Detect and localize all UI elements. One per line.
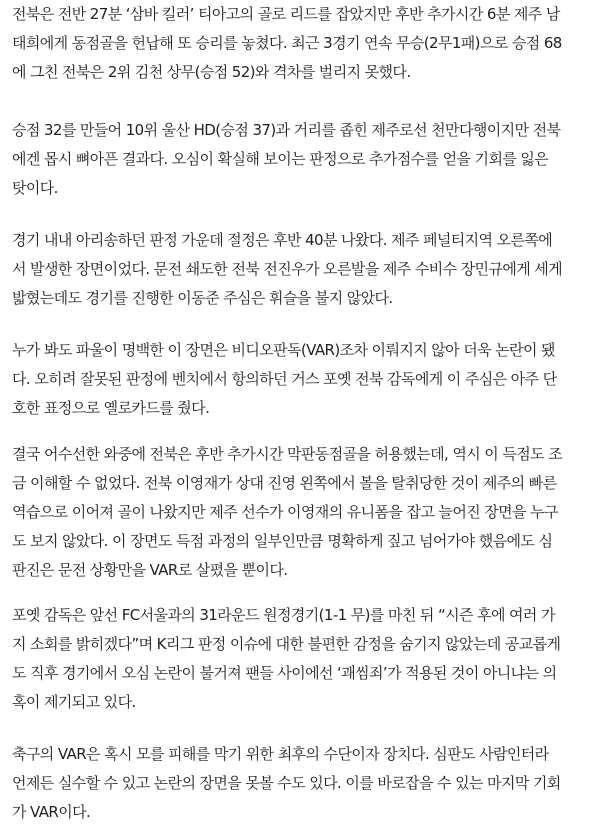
text-line: 축구의 VAR은 혹시 모를 피해를 막기 위한 최후의 수단이자 장치다. 심판도 사람인터라: [12, 745, 549, 763]
text-line: 밟혔는데도 경기를 진행한 이동준 주심은 휘슬을 불지 않았다.: [12, 289, 393, 307]
paragraph-7: [12, 740, 592, 827]
text-line: 전북은 전반 27분 ‘삼바 킬러’ 티아고의 골로 리드를 잡았지만 후반 추가시간 6분 제주 남: [12, 5, 560, 23]
text-line: 에겐 몹시 뼈아픈 결과다. 오심이 확실해 보이는 판정으로 추가점수를 얻을 기회를 잃은: [12, 150, 549, 168]
text-line: 도 직후 경기에서 오심 논란이 불거져 팬들 사이에선 ‘괘씸죄’가 적용된 것이 아니냐는 의: [12, 664, 557, 682]
text-line: 누가 봐도 파울이 명백한 이 장면은 비디오판독(VAR)조차 이뤄지지 않아 더욱 논란이 됐: [12, 341, 555, 359]
text-line: 가 VAR이다.: [12, 803, 91, 821]
text-line: 금 이해할 수 없었다. 전북 이영재가 상대 진영 왼쪽에서 볼을 탈취당한 것이 제주의 빠른: [12, 474, 557, 492]
text-line: 호한 표정으로 옐로카드를 줬다.: [12, 399, 210, 417]
paragraph-4: [12, 336, 592, 423]
text-line: 지 소회를 밝히겠다”며 K리그 판정 이슈에 대한 불편한 감정을 숨기지 않았는데 공교롭게: [12, 635, 561, 653]
text-line: 도 보지 않았다. 이 장면도 득점 과정의 일부인만큼 명확하게 짚고 넘어가야 했음에도 심: [12, 532, 553, 550]
text-line: 역습으로 이어져 골이 나왔지만 제주 선수가 이영재의 유니폼을 잡고 늘어진 장면을 누구: [12, 503, 558, 521]
text-line: 서 발생한 장면이었다. 문전 쇄도한 전북 전진우가 오른발을 제주 수비수 장민규에게 세게: [12, 260, 563, 278]
paragraph-1: [12, 0, 592, 87]
paragraph-3: [12, 226, 592, 313]
text-line: 탓이다.: [12, 179, 58, 197]
paragraph-2: [12, 116, 592, 203]
paragraph-5: [12, 440, 592, 585]
text-line: 에 그친 전북은 2위 김천 상무(승점 52)와 격차를 벌리지 못했다.: [12, 63, 411, 81]
text-line: 혹이 제기되고 있다.: [12, 693, 136, 711]
text-line: 판진은 문전 상황만을 VAR로 살폈을 뿐이다.: [12, 561, 288, 579]
text-line: 다. 오히려 잘못된 판정에 벤치에서 항의하던 거스 포옛 전북 감독에게 이 주심은 아주 단: [12, 370, 557, 388]
text-line: 태희에게 동점골을 헌납해 또 승리를 놓쳤다. 최근 3경기 연속 무승(2무1패)으로 승점 68: [12, 34, 562, 52]
text-line: 언제든 실수할 수 있고 논란의 장면을 못볼 수도 있다. 이를 바로잡을 수 있는 마지막 기회: [12, 774, 561, 792]
text-line: 경기 내내 아리송하던 판정 가운데 절정은 후반 40분 나왔다. 제주 페널티지역 오른쪽에: [12, 231, 553, 249]
text-line: 결국 어수선한 와중에 전북은 후반 추가시간 막판동점골을 허용했는데, 역시 이 득점도 조: [12, 445, 563, 463]
text-line: 승점 32를 만들어 10위 울산 HD(승점 37)과 거리를 좁힌 제주로선 천만다행이지만 전북: [12, 121, 561, 139]
text-line: 포옛 감독은 앞선 FC서울과의 31라운드 원정경기(1-1 무)를 마친 뒤 “시즌 후에 여러 가: [12, 606, 555, 624]
paragraph-6: [12, 601, 592, 717]
